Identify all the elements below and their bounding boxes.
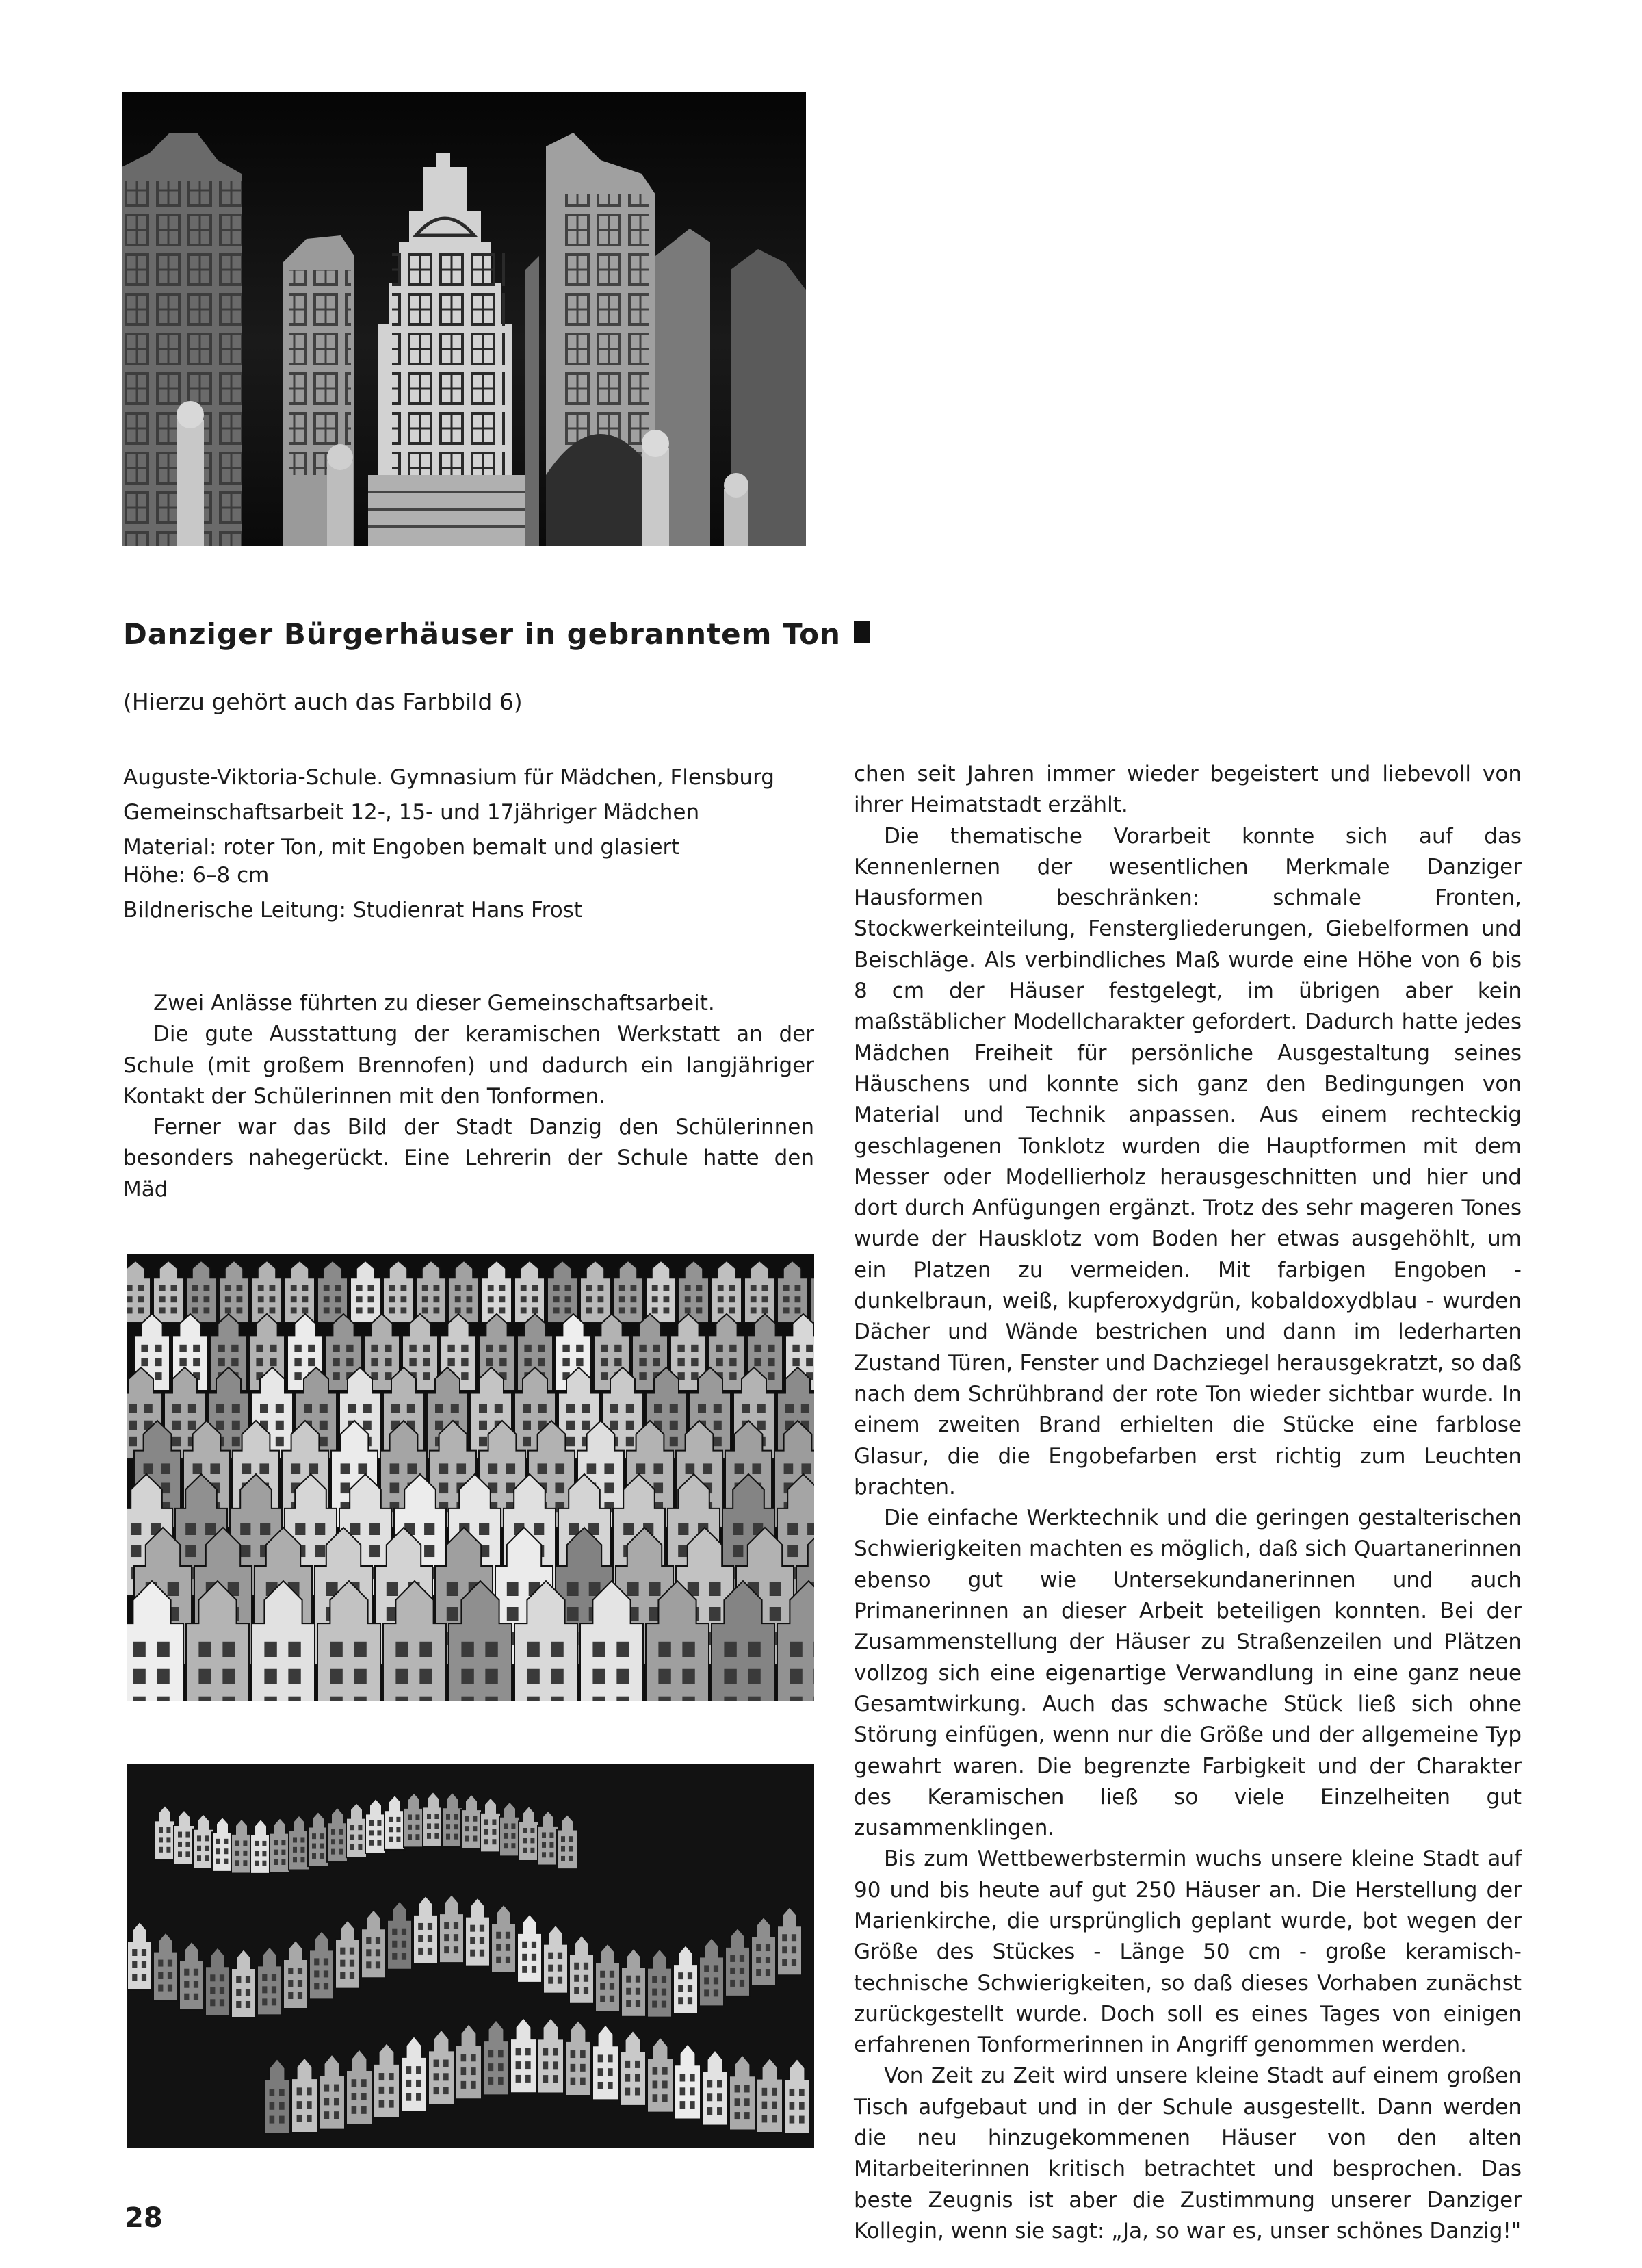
- color-plate-note: (Hierzu gehört auch das Farbbild 6): [123, 688, 523, 715]
- end-square-icon: [854, 621, 870, 643]
- material-line: Material: roter Ton, mit Engoben bemalt und glasiert: [123, 835, 680, 860]
- paragraph: Bis zum Wettbewerbstermin wuchs unsere kleine Stadt auf 90 und bis heute auf gut 250 Häuser an. Die Herstellung der Marienkirche, die ursprünglich geplant wurde, bot wegen der Größe des Stückes - Länge 50 cm - große keramisch-technische Schwierigkeiten, so daß dieses Vorhaben zunächst zurückgestellt wurde. Doch soll es eines Tages von einigen erfahrenen Tonformerinnen in Angriff genommen werden.: [854, 1846, 1522, 2058]
- lead-line: Bildnerische Leitung: Studienrat Hans Frost: [123, 898, 582, 923]
- paragraph: Die thematische Vorarbeit konnte sich auf das Kennenlernen der wesentlichen Merkmale Danziger Hausformen beschränken: schmale Fronten, Stockwerkeinteilung, Fenstergliederungen, Giebelformen und Beischläge. Als verbindliches Maß wurde eine Höhe von 6 bis 8 cm der Häuser festgelegt, im übrigen aber kein maßstäblicher Modellcharakter gefordert. Dadurch hatte jedes Mädchen Freiheit für persönliche Ausgestaltung seines Häuschens und konnte sich ganz den Bedingungen von Material und Technik anpassen. Aus einem rechteckig geschlagenen Tonklotz wurden die Hauptformen mit dem Messer oder Modellierholz herausgeschnitten und hier und dort durch Anfügungen ergänzt. Trotz des sehr mageren Tones wurde der Hausklotz vom Boden her etwas ausgehöhlt, um ein Platzen zu vermeiden. Mit farbigen Engoben - dunkelbraun, weiß, kupferoxydgrün, kobaldoxydblau - wurden Dächer und Wände bestrichen und dann im lederharten Zustand Türen, Fenster und Dachziegel herausgekratzt, so daß nach dem Schrühbrand der rote Ton wieder sichtbar wurde. In einem zweiten Brand erhielten die Stücke eine farblose Glasur, die die Engobefarben erst richtig zum Leuchten brachten.: [854, 823, 1522, 1499]
- photo-ceramic-houses-closeup: [122, 92, 806, 546]
- article-title: Danziger Bürgerhäuser in gebranntem Ton: [123, 617, 841, 651]
- paragraph: Von Zeit zu Zeit wird unsere kleine Stadt auf einem großen Tisch aufgebaut und in der Schule ausgestellt. Dann werden die neu hinzugekommenen Häuser von den alten Mitarbeiterinnen kritisch betrachtet und besprochen. Das beste Zeugnis ist aber die Zustimmung unserer Danziger Kollegin, wenn sie sagt: „Ja, so war es, unser schönes Danzig!": [854, 2063, 1522, 2243]
- work-line: Gemeinschaftsarbeit 12-, 15- und 17jähriger Mädchen: [123, 800, 700, 825]
- project-info: [123, 764, 814, 925]
- photo-houses-rows: [127, 1254, 814, 1701]
- photo-houses-winding-streets: [127, 1764, 814, 2148]
- paragraph: Die einfache Werktechnik und die geringen gestalterischen Schwierigkeiten machten es möglich, daß sich Quartanerinnen ebenso gut wie Untersekundanerinnen und auch Primanerinnen an dieser Arbeit beteiligen konnten. Bei der Zusammenstellung der Häuser zu Straßenzeilen und Plätzen vollzog sich eine eigenartige Verwandlung in eine ganz neue Gesamtwirkung. Auch das schwache Stück ließ sich ohne Störung einfügen, wenn nur die Größe und der allgemeine Typ gewahrt waren. Die begrenzte Farbigkeit und der Charakter des Keramischen ließ so viele Einzelheiten gut zusammenklingen.: [854, 1506, 1522, 1841]
- page-number: 28: [125, 2202, 163, 2234]
- paragraph: Zwei Anlässe führten zu dieser Gemeinschaftsarbeit.: [153, 991, 715, 1016]
- text-column-right: [854, 759, 1522, 2247]
- paragraph: Ferner war das Bild der Stadt Danzig den Schülerinnen besonders nahegerückt. Eine Lehrerin der Schule hatte den Mäd: [123, 1115, 814, 1202]
- paragraph: Die gute Ausstattung der keramischen Werkstatt an der Schule (mit großem Brennofen) und dadurch ein langjähriger Kontakt der Schülerinnen mit den Tonformen.: [123, 1022, 814, 1109]
- text-column-left: [123, 988, 814, 1205]
- paragraph: chen seit Jahren immer wieder begeistert und liebevoll von ihrer Heimatstadt erzählt.: [854, 762, 1522, 818]
- height-line: Höhe: 6–8 cm: [123, 863, 270, 888]
- school-line: Auguste-Viktoria-Schule. Gymnasium für Mädchen, Flensburg: [123, 765, 774, 790]
